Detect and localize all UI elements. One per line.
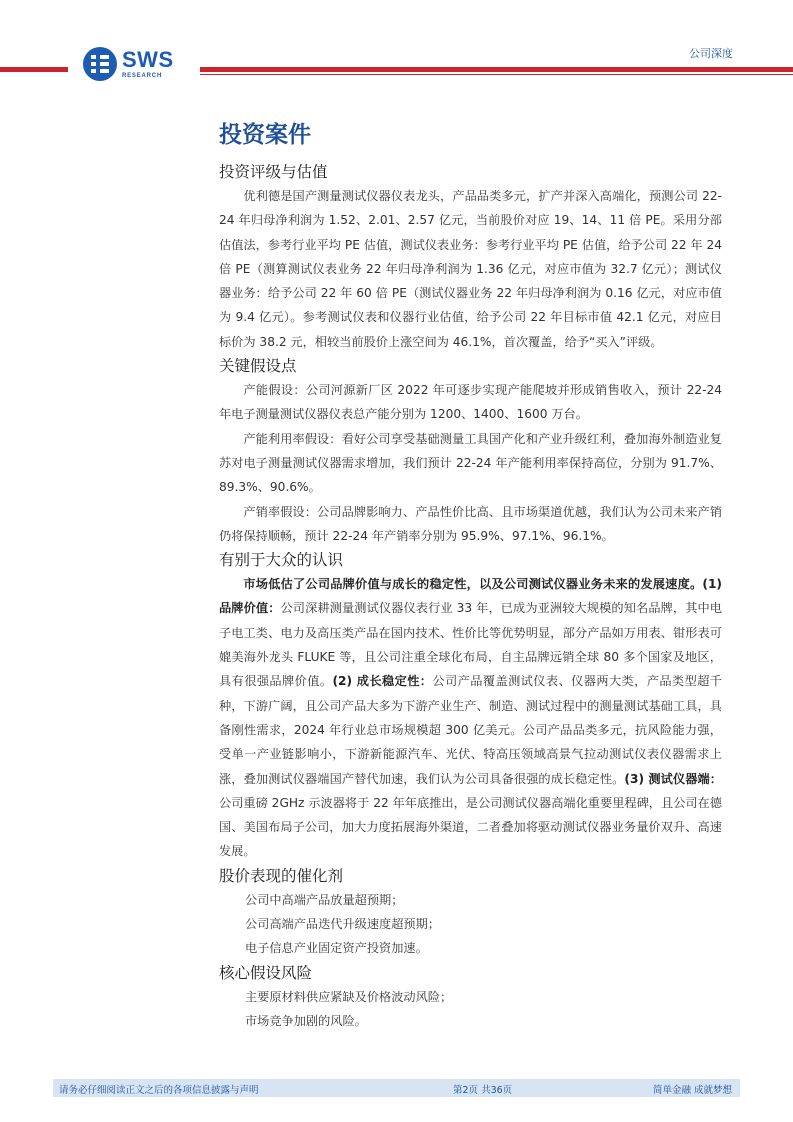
report-type-label: 公司深度 bbox=[689, 47, 733, 60]
header-rule-right bbox=[200, 67, 793, 72]
section-heading-rating: 投资评级与估值 bbox=[219, 163, 328, 181]
header-rule-left bbox=[0, 67, 68, 72]
differ-paragraph bbox=[219, 572, 722, 864]
footer-slogan: 简单金融 成就梦想 bbox=[652, 1085, 732, 1096]
assumption-sell-through: 产销率假设：公司品牌影响力、产品性价比高、且市场渠道优越，我们认为公司未来产销仍将保持顺畅，预计 22-24 年产销率分别为 95.9%、97.1%、96.1%。 bbox=[219, 504, 722, 543]
logo-text: SWS bbox=[122, 47, 174, 72]
differ-s1-label: (1) 品牌价值： bbox=[219, 577, 722, 616]
page-header bbox=[0, 0, 793, 100]
assumption-utilization: 产能利用率假设：看好公司享受基础测量工具国产化和产业升级红利，叠加海外制造业复苏对电子测量测试仪器需求增加，我们预计 22-24 年产能利用率保持高位，分别为 91.7%、89.3%、90.6%。 bbox=[219, 431, 722, 495]
footer-disclaimer: 请务必仔细阅读正文之后的各项信息披露与声明 bbox=[59, 1085, 259, 1096]
risk-item: 市场竞争加剧的风险。 bbox=[245, 1013, 367, 1028]
sws-logo-icon bbox=[82, 46, 118, 82]
footer-page-number: 第2页 共36页 bbox=[453, 1085, 513, 1096]
differ-s2-label: (2) 成长稳定性： bbox=[332, 674, 433, 689]
section-heading-assumptions: 关键假设点 bbox=[219, 357, 297, 376]
differ-s3-text: 公司重磅 2GHz 示波器将于 22 年年底推出，是公司测试仪器高端化重要里程碑，且公司在德国、美国布局子公司，加大力度拓展海外渠道，二者叠加将驱动测试仪器业务量价双升、高速发展。 bbox=[219, 795, 722, 859]
differ-s1-text: 公司深耕测量测试仪器仪表行业 33 年，已成为亚洲较大规模的知名品牌，其中电子电工类、电力及高压类产品在国内技术、性价比等优势明显，部分产品如万用表、钳形表可媲美海外龙头 FLUKE 等，且公司注重全球化布局，自主品牌远销全球 80 多个国家及地区，具有很强品牌价值。 bbox=[219, 601, 722, 689]
differ-s3-label: (3) 测试仪器端： bbox=[624, 771, 722, 786]
page-footer bbox=[53, 1079, 740, 1097]
differ-s2-text: 公司产品覆盖测试仪表、仪器两大类，产品类型超千种，下游广阔，且公司产品大多为下游产业生产、制造、测试过程中的测量测试基础工具，具备刚性需求，2024 年行业总市场规模超 300 亿美元。公司产品品类多元，抗风险能力强，受单一产业链影响小，下游新能源汽车、光伏、特高压领域高景气拉动测试仪表仪器需求上涨，叠加测试仪器端国产替代加速，我们认为公司具备很强的成长稳定性。 bbox=[219, 674, 722, 786]
page-title: 投资案件 bbox=[219, 122, 311, 148]
logo-subtext: RESEARCH bbox=[122, 73, 163, 79]
rating-paragraph: 优利德是国产测量测试仪器仪表龙头，产品品类多元，扩产并深入高端化，预测公司 22-24 年归母净利润为 1.52、2.01、2.57 亿元，当前股价对应 19、14、11 倍 PE。采用分部估值法，参考行业平均 PE 估值，测试仪表业务：参考行业平均 PE 估值，给予公司 22 年 24 倍 PE（测算测试仪表业务 22 年归母净利润为 1.36 亿元，对应市值为 32.7 亿元）；测试仪器业务：给予公司 22 年 60 倍 PE（测试仪器业务 22 年归母净利润为 0.16 亿元，对应市值为 9.4 亿元）。参考测试仪表和仪器行业估值，给予公司 22 年目标市值 42.1 亿元，对应目标价为 38.2 元，相较当前股价上涨空间为 46.1%，首次覆盖，给予“买入”评级。 bbox=[219, 189, 722, 349]
section-heading-catalysts: 股价表现的催化剂 bbox=[219, 866, 344, 885]
catalyst-item: 公司高端产品迭代升级速度超预期； bbox=[245, 917, 440, 932]
catalyst-item: 电子信息产业固定资产投资加速。 bbox=[245, 941, 428, 956]
risk-item: 主要原材料供应紧缺及价格波动风险； bbox=[245, 989, 453, 1004]
main-content bbox=[219, 118, 722, 1033]
header-rule-thin bbox=[200, 74, 793, 75]
section-heading-risks: 核心假设风险 bbox=[219, 963, 313, 982]
section-heading-differ: 有别于大众的认识 bbox=[219, 551, 344, 570]
catalyst-item: 公司中高端产品放量超预期； bbox=[245, 892, 404, 907]
assumption-capacity: 产能假设：公司河源新厂区 2022 年可逐步实现产能爬坡并形成销售收入，预计 22-24 年电子测量测试仪器仪表总产能分别为 1200、1400、1600 万台。 bbox=[219, 383, 722, 422]
differ-lead: 市场低估了公司品牌价值与成长的稳定性，以及公司测试仪器业务未来的发展速度。 bbox=[243, 577, 703, 592]
sws-logo bbox=[82, 44, 174, 84]
